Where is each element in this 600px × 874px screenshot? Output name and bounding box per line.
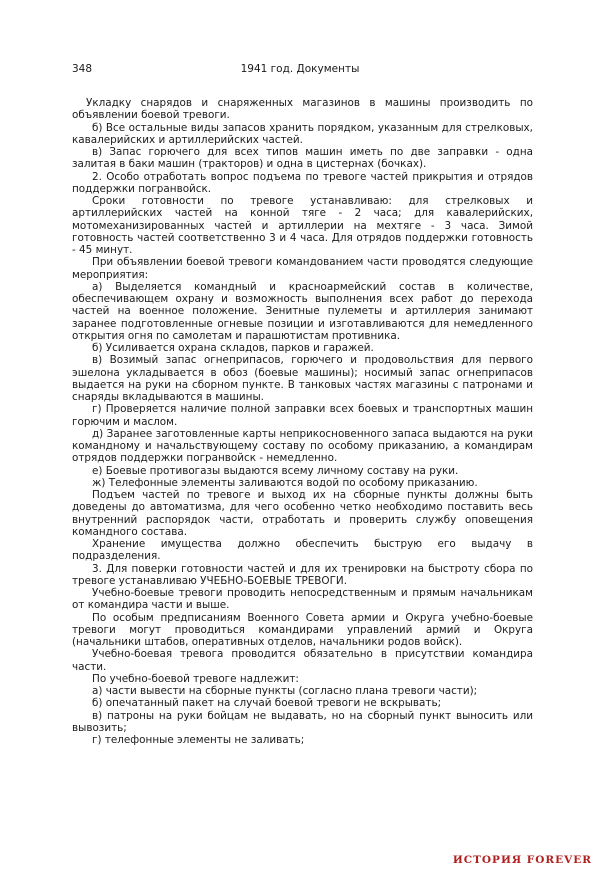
paragraph: Учебно-боевые тревоги проводить непосредственным и прямым начальникам от командира части и выше.: [72, 587, 533, 612]
paragraph: в) патроны на руки бойцам не выдавать, но на сборный пункт выносить или вывозить;: [72, 709, 533, 734]
paragraph: Подъем частей по тревоге и выход их на сборные пункты должны быть доведены до автоматизма, для чего особенно четко необходимо поставить весь внутренний распорядок части, отработать и проверить службу оповещения командного состава.: [72, 489, 533, 538]
paragraph: По учебно-боевой тревоге надлежит:: [92, 672, 299, 685]
paragraph: е) Боевые противогазы выдаются всему личному составу на руки.: [92, 464, 459, 477]
paragraph: б) Усиливается охрана складов, парков и гаражей.: [92, 342, 374, 354]
running-title: 1941 год. Документы: [240, 63, 360, 75]
paragraph: Учебно-боевая тревога проводится обязательно в присутствии командира части.: [72, 648, 533, 673]
paragraph: г) телефонные элементы не заливать;: [92, 734, 305, 746]
paragraph: а) Выделяется командный и красноармейский состав в количестве, обеспечивающем охрану и возможность выполнения всех работ до перехода частей на военное положение. Зенитные пулеметы и артиллерия занимают заранее подготовленные огневые позиции и изготавливаются для немедленного открытия огня по самолетам и парашютистам противника.: [72, 280, 533, 342]
paragraph: Хранение имущества должно обеспечить быструю его выдачу в подразделения.: [72, 538, 533, 563]
paragraph: б) опечатанный пакет на случай боевой тревоги не вскрывать;: [92, 697, 442, 710]
page-number: 348: [72, 63, 93, 75]
paragraph: ж) Телефонные элементы заливаются водой по особому приказанию.: [92, 476, 478, 489]
paragraph: Укладку снарядов и снаряженных магазинов в машины производить по объявлении боевой тревоги.: [72, 97, 533, 122]
paragraph: а) части вывести на сборные пункты (согласно плана тревоги части);: [92, 685, 478, 697]
paragraph: По особым предписаниям Военного Совета армии и Округа учебно-боевые тревоги могут проводиться командирами управлений армий и Округа (начальники штабов, оперативных отделов, начальники родов войск).: [72, 611, 533, 648]
paragraph: При объявлении боевой тревоги командованием части проводятся следующие мероприятия:: [72, 256, 533, 281]
paragraph: 2. Особо отработать вопрос подъема по тревоге частей прикрытия и отрядов поддержки погранвойск.: [72, 170, 533, 195]
paragraph: г) Проверяется наличие полной заправки всех боевых и транспортных машин горючим и маслом.: [72, 403, 533, 428]
paragraph: в) Возимый запас огнеприпасов, горючего и продовольствия для первого эшелона укладывается в обоз (боевые машины); носимый запас огнеприпасов выдается на руки на сборном пункте. В танковых частях магазины с патронами и снаряды вкладываются в машины.: [72, 354, 533, 403]
page-header: [0, 63, 600, 79]
paragraph: Сроки готовности по тревоге устанавливаю: для стрелковых и артиллерийских частей на конной тяге - 2 часа; для кавалерийских, мотомеханизированных частей и артиллерии на мехтяге - 3 часа. Зимой готовность частей соответственно 3 и 4 часа. Для отрядов поддержки готовность - 45 минут.: [72, 195, 533, 256]
watermark-logo: ИСТОРИЯ FOREVER: [452, 854, 592, 866]
document-body: [72, 97, 533, 746]
paragraph: 3. Для поверки готовности частей и для их тренировки на быстроту сбора по тревоге устанавливаю УЧЕБНО-БОЕВЫЕ ТРЕВОГИ.: [72, 562, 533, 587]
paragraph: д) Заранее заготовленные карты неприкосновенного запаса выдаются на руки командному и начальствующему составу по особому приказанию, а командирам отрядов поддержки погранвойск - немедленно.: [72, 427, 533, 465]
paragraph: в) Запас горючего для всех типов машин иметь по две заправки - одна залитая в баки машин (тракторов) и одна в цистернах (бочках).: [72, 146, 533, 171]
paragraph: б) Все остальные виды запасов хранить порядком, указанным для стрелковых, кавалерийских и артиллерийских частей.: [72, 121, 533, 146]
